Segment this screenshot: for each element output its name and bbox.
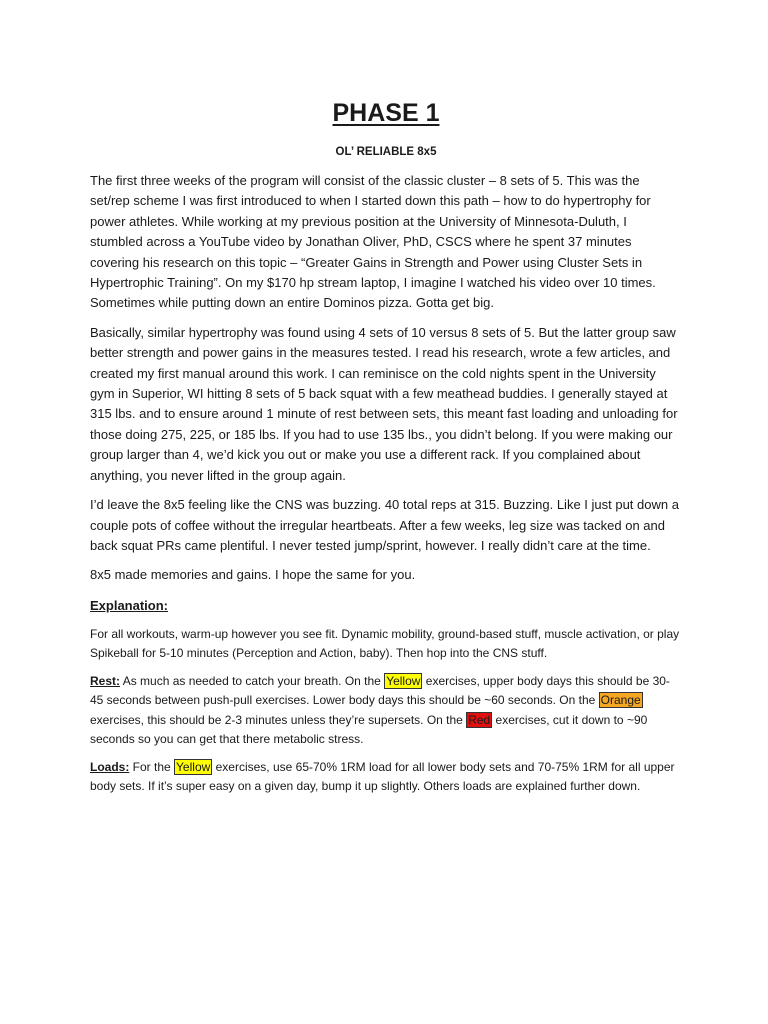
highlight-red: Red — [468, 712, 491, 727]
rest-label: Rest: — [90, 674, 121, 689]
paragraph-intro: The first three weeks of the program will consist of the classic cluster – 8 sets of 5. This was the set/rep scheme I was first introduced to when I started down this path – how to do hypertrophy for power athletes. While working at my previous position at the University of Minnesota-Duluth, I stumbled across a YouTube video by Jonathan Oliver, PhD, CSCS where he spent 37 minutes covering his research on this topic – “Greater Gains in Strength and Power using Cluster Sets in Hypertrophic Training”. On my $170 hp stream laptop, I imagine I watched his video over 10 times. Sometimes while putting down an entire Dominos pizza. Gotta get big. — [90, 173, 656, 311]
page-subtitle: OL’ RELIABLE 8x5 — [335, 146, 437, 158]
highlight-yellow: Yellow — [386, 674, 421, 689]
rest-paragraph — [90, 672, 682, 749]
loads-paragraph — [90, 758, 682, 796]
rest-text-1: As much as needed to catch your breath. On the — [120, 674, 385, 689]
rest-text-4: exercises, cut it down to ~90 seconds so you can get that there metabolic stress. — [90, 712, 648, 746]
rest-text-3: exercises, this should be 2-3 minutes unless they’re supersets. On the — [90, 712, 467, 727]
loads-label: Loads: — [90, 759, 130, 774]
loads-text-2: exercises, use 65-70% 1RM load for all lower body sets and 70-75% 1RM for all upper body sets. If it’s super easy on a given day, bump it up slightly. Others loads are explained further down. — [90, 759, 675, 794]
paragraph-memories: 8x5 made memories and gains. I hope the same for you. — [90, 567, 416, 583]
explanation-heading: Explanation: — [90, 597, 169, 613]
page-title: PHASE 1 — [332, 99, 440, 127]
highlight-yellow-loads: Yellow — [176, 759, 211, 774]
explanation-text: For all workouts, warm-up however you see fit. Dynamic mobility, ground-based stuff, muscle activation, or play Spikeball for 5-10 minutes (Perception and Action, baby). Then hop into the CNS stuff. — [90, 626, 680, 660]
loads-text-1: For the — [129, 759, 175, 774]
rest-text-2: exercises, upper body days this should be 30-45 seconds between push-pull exercises. Lower body days this should be ~60 seconds. On the — [90, 674, 670, 708]
paragraph-hypertrophy: Basically, similar hypertrophy was found using 4 sets of 10 versus 8 sets of 5. But the latter group saw better strength and power gains in the measures tested. I read his research, wrote a few articles, and created my first manual around this work. I can reminisce on the cold nights spent in the University gym in Superior, WI hitting 8 sets of 5 back squat with a few meathead buddies. I generally stayed at 315 lbs. and to ensure around 1 minute of rest between sets, this meant fast loading and unloading for those doing 275, 225, or 185 lbs. If you had to use 135 lbs., you didn’t belong. If you were making our group larger than 4, we’d kick you out or make you use a different rack. If you complained about anything, you never lifted in the group again. — [90, 324, 678, 483]
highlight-orange: Orange — [600, 693, 641, 708]
document-page — [90, 96, 682, 796]
paragraph-cns: I’d leave the 8x5 feeling like the CNS was buzzing. 40 total reps at 315. Buzzing. Like I just put down a couple pots of coffee without the irregular heartbeats. After a few weeks, leg size was tacked on and back squat PRs came plentiful. I never tested jump/sprint, however. I really didn’t care at the time. — [90, 497, 679, 553]
